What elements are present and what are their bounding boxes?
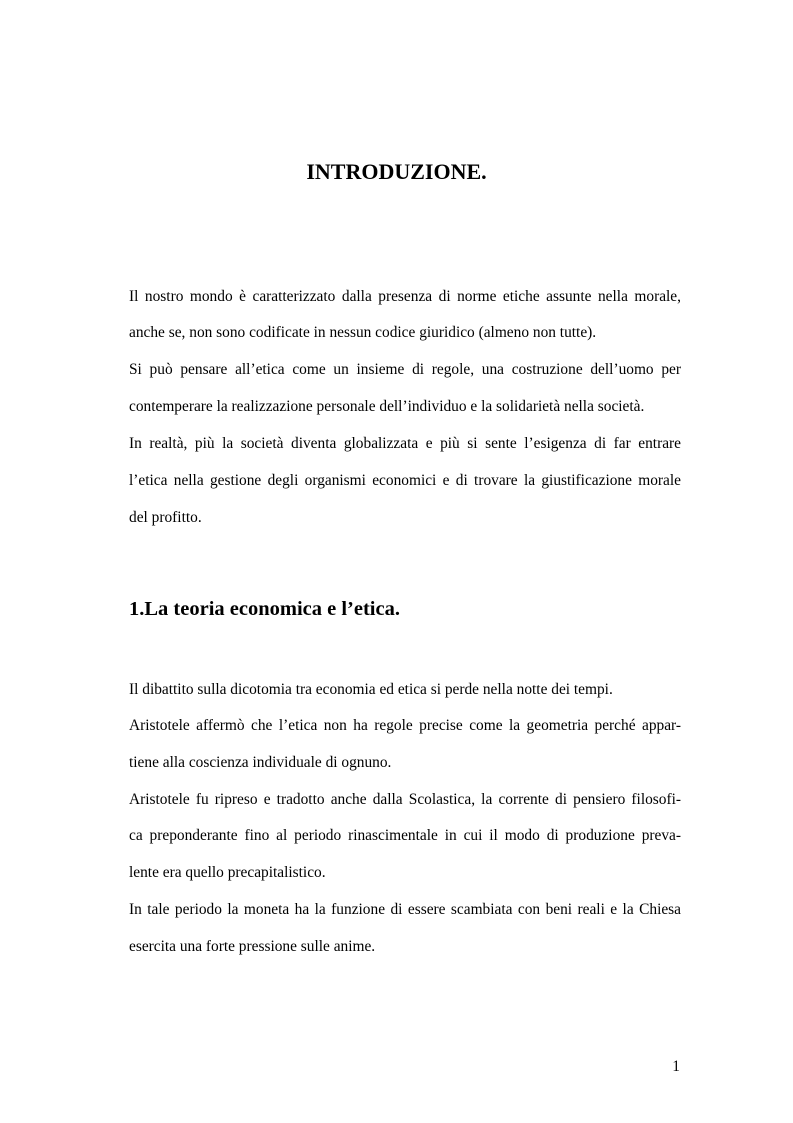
page-title: INTRODUZIONE. [306, 159, 487, 184]
text-line: Il dibattito sulla dicotomia tra economia ed etica si perde nella notte dei tempi. [129, 681, 613, 698]
text-line: In realtà, più la società diventa globalizzata e più si sente l’esigenza di far entrare [129, 435, 681, 452]
text-line: Il nostro mondo è caratterizzato dalla presenza di norme etiche assunte nella morale, [129, 288, 681, 305]
text-line: Si può pensare all’etica come un insieme di regole, una costruzione dell’uomo per [129, 361, 681, 378]
text-line: contemperare la realizzazione personale dell’individuo e la solidarietà nella società. [129, 398, 645, 415]
text-line: ca preponderante fino al periodo rinascimentale in cui il modo di produzione preva- [129, 827, 681, 844]
text-line: Aristotele fu ripreso e tradotto anche dalla Scolastica, la corrente di pensiero filosofi- [129, 791, 681, 808]
section-heading: 1.La teoria economica e l’etica. [129, 598, 400, 620]
text-line: tiene alla coscienza individuale di ognuno. [129, 754, 392, 771]
text-line: Aristotele affermò che l’etica non ha regole precise come la geometria perché appar- [129, 717, 681, 734]
page-number: 1 [672, 1058, 680, 1075]
text-line: In tale periodo la moneta ha la funzione di essere scambiata con beni reali e la Chiesa [129, 901, 681, 918]
text-line: lente era quello precapitalistico. [129, 864, 326, 881]
text-line: del profitto. [129, 509, 202, 526]
text-line: esercita una forte pressione sulle anime. [129, 938, 376, 955]
text-line: l’etica nella gestione degli organismi economici e di trovare la giustificazione morale [129, 472, 681, 489]
text-line: anche se, non sono codificate in nessun codice giuridico (almeno non tutte). [129, 324, 597, 341]
